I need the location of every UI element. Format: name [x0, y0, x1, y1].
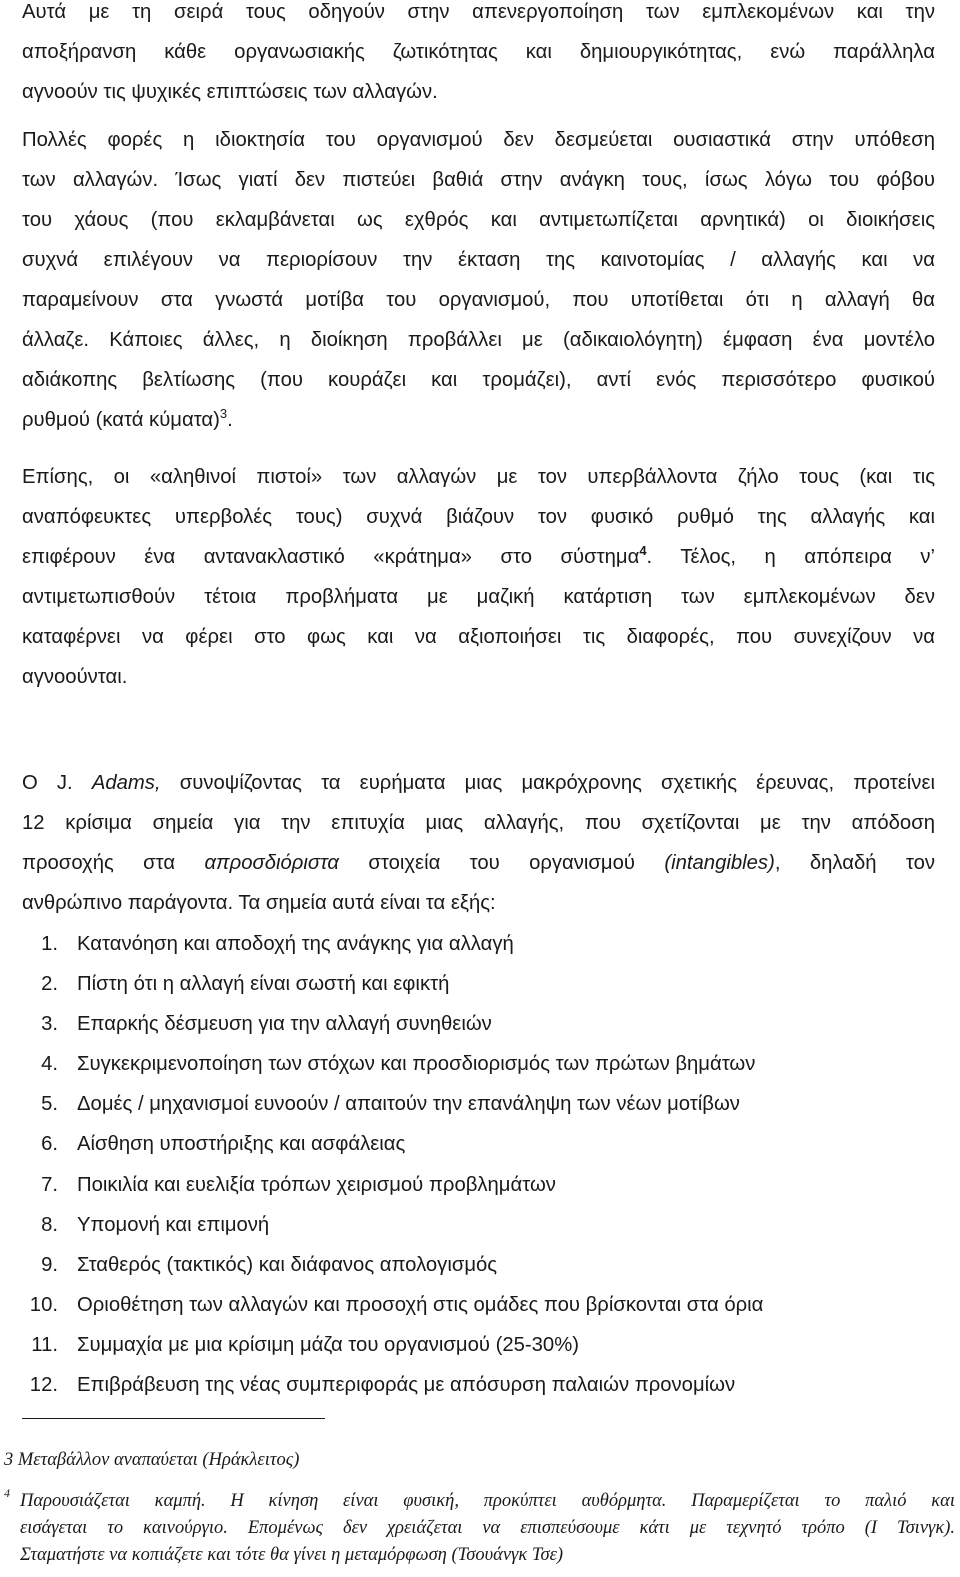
text-line: [22, 537, 935, 577]
list-text: Δομές / μηχανισμοί ευνοούν / απαιτούν την επανάληψη των νέων μοτίβων: [77, 1093, 740, 1116]
list-text: Σταθερός (τακτικός) και διάφανος απολογισμός: [77, 1253, 498, 1276]
critical-points-list: [0, 924, 930, 1405]
text-fragment: ρυθμού (κατά κύματα): [22, 409, 220, 431]
text-fragment: .: [227, 409, 233, 431]
list-item: [0, 1205, 930, 1245]
list-number: 6.: [41, 1133, 58, 1156]
list-item: [0, 964, 930, 1004]
list-number: 4.: [41, 1053, 58, 1076]
list-item: [0, 1165, 930, 1205]
list-number: 3.: [41, 1013, 58, 1036]
list-item: [0, 1325, 930, 1365]
text-line: των αλλαγών. Ίσως γιατί δεν πιστεύει βαθιά στην ανάγκη τους, ίσως λόγω του φόβου: [22, 169, 935, 191]
list-text: Επιβράβευση της νέας συμπεριφοράς με απόσυρση παλαιών προνομίων: [77, 1374, 736, 1397]
text-fragment: , δηλαδή τον: [774, 852, 936, 874]
text-line: καταφέρνει να φέρει στο φως και να αξιοποιήσει τις διαφορές, που συνεχίζουν να: [22, 626, 935, 648]
list-text: Οριοθέτηση των αλλαγών και προσοχή στις ομάδες που βρίσκονται στα όρια: [77, 1293, 764, 1316]
text-line: 12 κρίσιμα σημεία για την επιτυχία μιας αλλαγής, που σχετίζονται με την απόδοση: [22, 812, 935, 834]
text-line: Πολλές φορές η ιδιοκτησία του οργανισμού δεν δεσμεύεται ουσιαστικά στην υπόθεση: [22, 129, 935, 151]
text-line: [22, 763, 935, 803]
text-line: Αυτά με τη σειρά τους οδηγούν στην απενεργοποίηση των εμπλεκομένων και την: [22, 1, 935, 23]
list-number: 10.: [29, 1293, 58, 1316]
text-line: αντιμετωπισθούν τέτοια προβλήματα με μαζική κατάρτιση των εμπλεκομένων δεν: [22, 586, 935, 608]
list-item: [0, 924, 930, 964]
emphasis-term: απροσδιόριστα: [204, 852, 339, 874]
list-text: Πίστη ότι η αλλαγή είναι σωστή και εφικτή: [77, 973, 450, 996]
list-number: 1.: [41, 933, 58, 955]
list-item: [0, 1365, 930, 1405]
list-text: Αίσθηση υποστήριξης και ασφάλειας: [77, 1133, 406, 1156]
list-text: Κατανόηση και αποδοχή της ανάγκης για αλλαγή: [77, 933, 514, 955]
paragraph-intro: [22, 0, 935, 112]
footnote-ref-4[interactable]: 4: [639, 543, 647, 559]
list-item: [0, 1285, 930, 1325]
list-number: 11.: [31, 1333, 58, 1356]
list-text: Επαρκής δέσμευση για την αλλαγή συνηθειών: [77, 1013, 492, 1036]
list-number: 9.: [41, 1253, 58, 1276]
text-fragment: προσοχής στα: [22, 852, 205, 874]
footnote-text: εισάγεται το καινούργιο. Επομένως δεν χρειάζεται να επισπεύσουμε κάτι με τεχνητό τρόπο (Ι Τσινγκ).: [20, 1518, 955, 1538]
author-name: Adams,: [91, 772, 161, 794]
list-text: Ποικιλία και ευελιξία τρόπων χειρισμού προβλημάτων: [77, 1173, 556, 1196]
list-text: Συμμαχία με μια κρίσιμη μάζα του οργανισμού (25-30%): [77, 1333, 579, 1356]
paragraph-ownership: [22, 120, 935, 440]
text-line: ανθρώπινο παράγοντα. Τα σημεία αυτά είναι τα εξής:: [22, 892, 496, 914]
list-number: 2.: [41, 973, 58, 996]
text-fragment: . Τέλος, η απόπειρα ν’: [646, 546, 935, 568]
text-line: Επίσης, οι «αληθινοί πιστοί» των αλλαγών με τον υπερβάλλοντα ζήλο τους (και τις: [22, 466, 935, 488]
text-fragment: επιφέρουν ένα αντανακλαστικό «κράτημα» στο σύστημα: [22, 546, 640, 568]
footnote-text: 3 Μεταβάλλον αναπαύεται (Ηράκλειτος): [4, 1450, 300, 1470]
list-item: [0, 1084, 930, 1124]
list-number: 8.: [41, 1213, 58, 1236]
text-line: [22, 843, 935, 883]
text-line: αδιάκοπης βελτίωσης (που κουράζει και τρομάζει), αντί ενός περισσότερο φυσικού: [22, 369, 935, 391]
list-number: 5.: [41, 1093, 58, 1116]
paragraph-believers: [22, 457, 935, 697]
footnote-3: [4, 1447, 959, 1474]
text-fragment: στοιχεία του οργανισμού: [339, 852, 665, 874]
text-line: άλλαζε. Κάποιες άλλες, η διοίκηση προβάλλει με (αδικαιολόγητη) έμφαση ένα μοντέλο: [22, 329, 935, 351]
text-line: αναπόφευκτες υπερβολές τους) συχνά βιάζουν τον φυσικό ρυθμό της αλλαγής και: [22, 506, 935, 528]
footnote-text: Παρουσιάζεται καμπή. Η κίνηση είναι φυσική, προκύπτει αυθόρμητα. Παραμερίζεται το παλιό και: [20, 1491, 955, 1511]
paragraph-adams: [22, 763, 935, 923]
list-text: Υπομονή και επιμονή: [77, 1213, 270, 1236]
footnote-separator: [22, 1418, 325, 1419]
footnote-mark: 4: [4, 1486, 10, 1500]
text-line: αποξήρανση κάθε οργανωσιακής ζωτικότητας και δημιουργικότητας, ενώ παράλληλα: [22, 41, 935, 63]
emphasis-term: (intangibles): [664, 852, 775, 874]
text-line: του χάους (που εκλαμβάνεται ως εχθρός και αντιμετωπίζεται αρνητικά) οι διοικήσεις: [22, 209, 935, 231]
text-fragment: συνοψίζοντας τα ευρήματα μιας μακρόχρονης σχετικής έρευνας, προτείνει: [160, 772, 935, 794]
footnote-ref-3[interactable]: 3: [219, 406, 228, 422]
list-number: 12.: [29, 1374, 58, 1397]
list-item: [0, 1124, 930, 1164]
text-line: αγνοούν τις ψυχικές επιπτώσεις των αλλαγών.: [22, 81, 438, 103]
list-number: 7.: [41, 1173, 58, 1196]
list-text: Συγκεκριμενοποίηση των στόχων και προσδιορισμός των πρώτων βημάτων: [77, 1053, 756, 1076]
text-line: αγνοούνται.: [22, 666, 128, 688]
text-line: [22, 400, 935, 440]
list-item: [0, 1044, 930, 1084]
text-line: συχνά επιλέγουν να περιορίσουν την έκταση της καινοτομίας / αλλαγής και να: [22, 249, 935, 271]
list-item: [0, 1004, 930, 1044]
footnote-text: Σταματήστε να κοπιάζετε και τότε θα γίνει η μεταμόρφωση (Τσουάνγκ Τσε): [20, 1545, 564, 1565]
text-line: παραμείνουν στα γνωστά μοτίβα του οργανισμού, που υποτίθεται ότι η αλλαγή θα: [22, 289, 935, 311]
text-fragment: Ο J.: [22, 772, 92, 794]
footnote-4: [0, 1488, 955, 1569]
list-item: [0, 1245, 930, 1285]
